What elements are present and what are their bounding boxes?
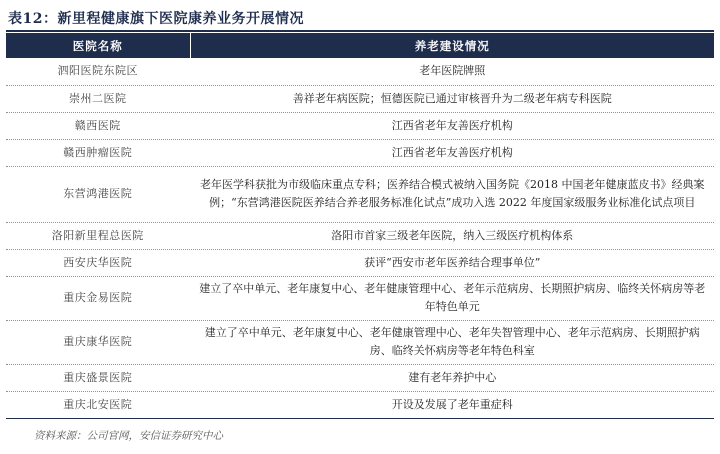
table-row [6, 222, 714, 249]
care-detail-cell: 获评“西安市老年医养结合理事单位” [190, 249, 714, 276]
table-row [6, 85, 714, 112]
hospital-elderly-care-table [6, 33, 714, 419]
care-detail-cell: 老年医院牌照 [190, 58, 714, 85]
care-detail-cell: 建立了卒中单元、老年康复中心、老年健康管理中心、老年示范病房、长期照护病房、临终关怀病房等老年特色单元 [190, 276, 714, 320]
hospital-name-cell: 西安庆华医院 [6, 249, 190, 276]
hospital-name-cell: 重庆盛景医院 [6, 364, 190, 391]
table-title: 表12：新里程健康旗下医院康养业务开展情况 [8, 11, 304, 27]
care-detail-cell: 开设及发展了老年重症科 [190, 391, 714, 418]
care-detail-cell: 洛阳市首家三级老年医院，纳入三级医疗机构体系 [190, 222, 714, 249]
care-detail-cell: 江西省老年友善医疗机构 [190, 112, 714, 139]
hospital-name-cell: 重庆金易医院 [6, 276, 190, 320]
table-row [6, 276, 714, 320]
hospital-name-cell: 赣西医院 [6, 112, 190, 139]
hospital-name-cell: 重庆北安医院 [6, 391, 190, 418]
table-row [6, 320, 714, 364]
table-row [6, 391, 714, 418]
care-detail-cell: 建有老年养护中心 [190, 364, 714, 391]
hospital-name-cell: 赣西肿瘤医院 [6, 139, 190, 166]
table-row [6, 112, 714, 139]
table-header-row [6, 33, 714, 58]
title-underline [6, 30, 714, 32]
hospital-name-cell: 重庆康华医院 [6, 320, 190, 364]
hospital-name-cell: 洛阳新里程总医院 [6, 222, 190, 249]
care-detail-cell: 善祥老年病医院；恒德医院已通过审核晋升为二级老年病专科医院 [190, 85, 714, 112]
column-header-hospital: 医院名称 [6, 33, 190, 58]
hospital-name-cell: 泗阳医院东院区 [6, 58, 190, 85]
table-row [6, 364, 714, 391]
hospital-name-cell: 崇州二医院 [6, 85, 190, 112]
table-row [6, 166, 714, 222]
care-detail-cell: 老年医学科获批为市级临床重点专科；医养结合模式被纳入国务院《2018 中国老年健康蓝皮书》经典案例；“东营鸿港医院医养结合养老服务标准化试点”成功入选 2022 年度国家级服务业标准化试点项目 [190, 166, 714, 222]
care-detail-cell: 江西省老年友善医疗机构 [190, 139, 714, 166]
care-detail-cell: 建立了卒中单元、老年康复中心、老年健康管理中心、老年失智管理中心、老年示范病房、长期照护病房、临终关怀病房等老年特色科室 [190, 320, 714, 364]
column-header-detail: 养老建设情况 [190, 33, 714, 58]
table-row [6, 249, 714, 276]
hospital-name-cell: 东营鸿港医院 [6, 166, 190, 222]
table-row [6, 58, 714, 85]
table-row [6, 139, 714, 166]
source-note: 资料来源：公司官网，安信证券研究中心 [34, 430, 223, 442]
